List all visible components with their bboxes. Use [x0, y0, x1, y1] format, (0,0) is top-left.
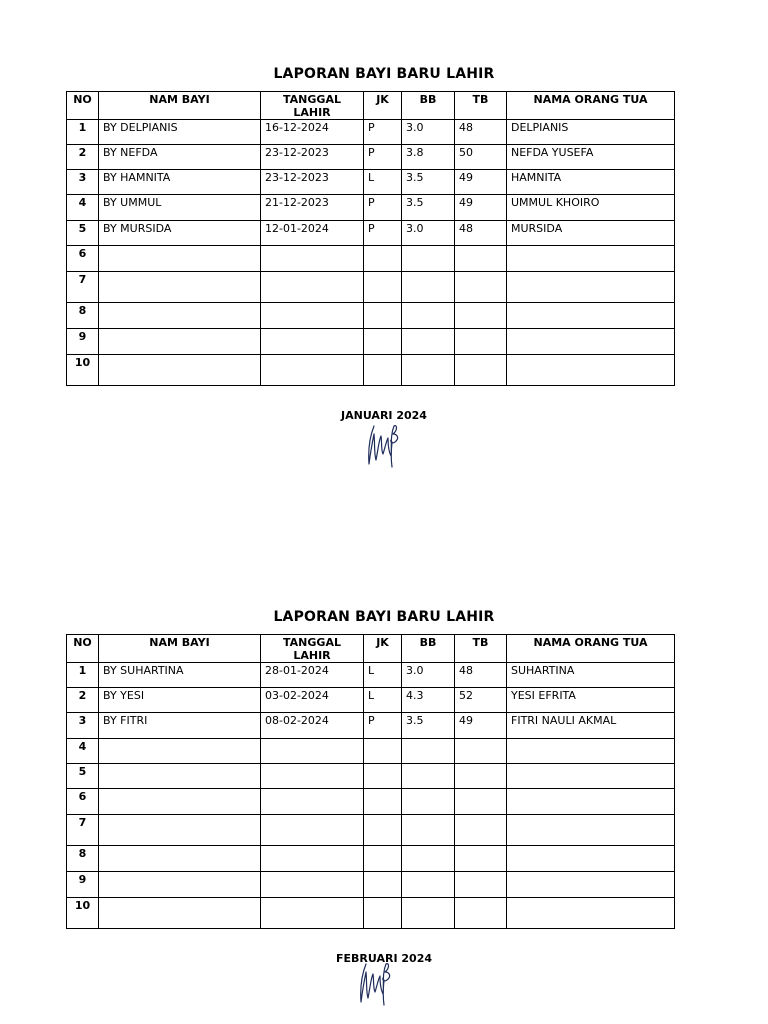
column-header: NAMA ORANG TUA	[507, 635, 675, 663]
row-number: 8	[67, 846, 99, 872]
length-cell	[455, 764, 507, 789]
table-row	[67, 145, 675, 170]
row-number: 1	[67, 120, 99, 145]
birth-date-cell	[261, 789, 364, 815]
length-cell: 48	[455, 120, 507, 145]
table-row	[67, 898, 675, 929]
column-header: NO	[67, 92, 99, 120]
row-number: 1	[67, 663, 99, 688]
parent-name-cell: DELPIANIS	[507, 120, 675, 145]
table-row	[67, 688, 675, 713]
baby-name-cell	[99, 246, 261, 272]
length-cell	[455, 872, 507, 898]
baby-name-cell	[99, 303, 261, 329]
birth-date-cell	[261, 898, 364, 929]
parent-name-cell	[507, 872, 675, 898]
weight-cell: 4.3	[402, 688, 455, 713]
row-number: 4	[67, 195, 99, 221]
weight-cell	[402, 303, 455, 329]
parent-name-cell	[507, 303, 675, 329]
length-cell: 52	[455, 688, 507, 713]
length-cell: 48	[455, 221, 507, 246]
baby-name-cell: BY DELPIANIS	[99, 120, 261, 145]
baby-name-cell: BY FITRI	[99, 713, 261, 739]
birth-date-cell	[261, 272, 364, 303]
row-number: 4	[67, 739, 99, 764]
row-number: 3	[67, 713, 99, 739]
sex-cell	[364, 789, 402, 815]
baby-name-cell: BY HAMNITA	[99, 170, 261, 195]
sex-cell: L	[364, 688, 402, 713]
parent-name-cell	[507, 272, 675, 303]
report-title: LAPORAN BAYI BARU LAHIR	[273, 66, 495, 82]
table-row	[67, 739, 675, 764]
length-cell	[455, 739, 507, 764]
birth-date-cell	[261, 739, 364, 764]
sex-cell	[364, 246, 402, 272]
parent-name-cell: NEFDA YUSEFA	[507, 145, 675, 170]
weight-cell	[402, 815, 455, 846]
column-header: JK	[364, 635, 402, 663]
length-cell	[455, 355, 507, 386]
column-header: NAM BAYI	[99, 635, 261, 663]
parent-name-cell: FITRI NAULI AKMAL	[507, 713, 675, 739]
length-cell	[455, 246, 507, 272]
row-number: 10	[67, 355, 99, 386]
sex-cell: P	[364, 120, 402, 145]
table-header-row	[67, 635, 675, 663]
table-header-row	[67, 92, 675, 120]
baby-name-cell	[99, 329, 261, 355]
baby-name-cell: BY YESI	[99, 688, 261, 713]
length-cell	[455, 898, 507, 929]
baby-name-cell	[99, 739, 261, 764]
baby-name-cell	[99, 789, 261, 815]
row-number: 7	[67, 815, 99, 846]
table-row	[67, 815, 675, 846]
birth-date-cell: 03-02-2024	[261, 688, 364, 713]
birth-date-cell: 23-12-2023	[261, 145, 364, 170]
weight-cell	[402, 789, 455, 815]
parent-name-cell: YESI EFRITA	[507, 688, 675, 713]
table-row	[67, 195, 675, 221]
sex-cell	[364, 815, 402, 846]
column-header: TB	[455, 635, 507, 663]
column-header: TANGGAL LAHIR	[261, 635, 364, 663]
table-row	[67, 713, 675, 739]
birth-date-cell	[261, 815, 364, 846]
parent-name-cell	[507, 246, 675, 272]
table-row	[67, 272, 675, 303]
sex-cell: L	[364, 663, 402, 688]
row-number: 9	[67, 872, 99, 898]
row-number: 10	[67, 898, 99, 929]
table-row	[67, 872, 675, 898]
weight-cell	[402, 246, 455, 272]
report-title: LAPORAN BAYI BARU LAHIR	[273, 609, 495, 625]
birth-date-cell	[261, 355, 364, 386]
length-cell: 49	[455, 195, 507, 221]
table-row	[67, 303, 675, 329]
row-number: 2	[67, 145, 99, 170]
baby-name-cell	[99, 846, 261, 872]
row-number: 2	[67, 688, 99, 713]
baby-name-cell	[99, 815, 261, 846]
table-row	[67, 120, 675, 145]
birth-date-cell: 12-01-2024	[261, 221, 364, 246]
birth-date-cell	[261, 764, 364, 789]
birth-date-cell: 21-12-2023	[261, 195, 364, 221]
weight-cell	[402, 872, 455, 898]
length-cell: 49	[455, 170, 507, 195]
baby-name-cell	[99, 272, 261, 303]
report-month: JANUARI 2024	[341, 409, 427, 422]
parent-name-cell	[507, 329, 675, 355]
report-month: FEBRUARI 2024	[336, 952, 432, 965]
table-row	[67, 329, 675, 355]
length-cell	[455, 303, 507, 329]
length-cell	[455, 329, 507, 355]
row-number: 6	[67, 789, 99, 815]
baby-name-cell: BY UMMUL	[99, 195, 261, 221]
row-number: 7	[67, 272, 99, 303]
baby-name-cell: BY MURSIDA	[99, 221, 261, 246]
weight-cell: 3.0	[402, 221, 455, 246]
parent-name-cell: MURSIDA	[507, 221, 675, 246]
parent-name-cell: HAMNITA	[507, 170, 675, 195]
weight-cell: 3.5	[402, 195, 455, 221]
column-header: TANGGAL LAHIR	[261, 92, 364, 120]
parent-name-cell	[507, 739, 675, 764]
table-row	[67, 663, 675, 688]
sex-cell	[364, 898, 402, 929]
length-cell	[455, 846, 507, 872]
weight-cell	[402, 355, 455, 386]
baby-name-cell	[99, 355, 261, 386]
weight-cell	[402, 764, 455, 789]
length-cell	[455, 272, 507, 303]
sex-cell	[364, 303, 402, 329]
sex-cell	[364, 872, 402, 898]
baby-name-cell	[99, 872, 261, 898]
baby-name-cell	[99, 764, 261, 789]
baby-name-cell: BY SUHARTINA	[99, 663, 261, 688]
sex-cell: P	[364, 221, 402, 246]
table-row	[67, 246, 675, 272]
birth-date-cell	[261, 329, 364, 355]
birth-date-cell	[261, 303, 364, 329]
length-cell: 48	[455, 663, 507, 688]
length-cell: 50	[455, 145, 507, 170]
parent-name-cell	[507, 355, 675, 386]
weight-cell	[402, 329, 455, 355]
weight-cell: 3.8	[402, 145, 455, 170]
length-cell	[455, 789, 507, 815]
table-row	[67, 221, 675, 246]
length-cell: 49	[455, 713, 507, 739]
sex-cell	[364, 329, 402, 355]
weight-cell	[402, 898, 455, 929]
table-row	[67, 355, 675, 386]
baby-name-cell	[99, 898, 261, 929]
birth-report-table	[66, 634, 675, 929]
row-number: 5	[67, 764, 99, 789]
table-row	[67, 846, 675, 872]
parent-name-cell	[507, 846, 675, 872]
parent-name-cell	[507, 815, 675, 846]
row-number: 5	[67, 221, 99, 246]
birth-report-table	[66, 91, 675, 386]
length-cell	[455, 815, 507, 846]
sex-cell	[364, 355, 402, 386]
sex-cell	[364, 764, 402, 789]
birth-date-cell: 23-12-2023	[261, 170, 364, 195]
row-number: 3	[67, 170, 99, 195]
row-number: 6	[67, 246, 99, 272]
table-row	[67, 170, 675, 195]
weight-cell: 3.0	[402, 663, 455, 688]
birth-date-cell: 16-12-2024	[261, 120, 364, 145]
column-header: NAMA ORANG TUA	[507, 92, 675, 120]
sex-cell	[364, 739, 402, 764]
column-header: NAM BAYI	[99, 92, 261, 120]
weight-cell	[402, 739, 455, 764]
signature-image	[352, 958, 398, 1008]
column-header: BB	[402, 635, 455, 663]
row-number: 8	[67, 303, 99, 329]
column-header: NO	[67, 635, 99, 663]
column-header: TB	[455, 92, 507, 120]
birth-date-cell: 28-01-2024	[261, 663, 364, 688]
row-number: 9	[67, 329, 99, 355]
birth-date-cell	[261, 872, 364, 898]
sex-cell: L	[364, 170, 402, 195]
column-header: BB	[402, 92, 455, 120]
sex-cell: P	[364, 145, 402, 170]
table-row	[67, 789, 675, 815]
parent-name-cell: UMMUL KHOIRO	[507, 195, 675, 221]
baby-name-cell: BY NEFDA	[99, 145, 261, 170]
sex-cell: P	[364, 195, 402, 221]
parent-name-cell: SUHARTINA	[507, 663, 675, 688]
sex-cell	[364, 272, 402, 303]
parent-name-cell	[507, 764, 675, 789]
weight-cell: 3.5	[402, 713, 455, 739]
table-row	[67, 764, 675, 789]
sex-cell	[364, 846, 402, 872]
signature-image	[360, 420, 406, 470]
parent-name-cell	[507, 898, 675, 929]
birth-date-cell: 08-02-2024	[261, 713, 364, 739]
column-header: JK	[364, 92, 402, 120]
weight-cell	[402, 272, 455, 303]
weight-cell	[402, 846, 455, 872]
parent-name-cell	[507, 789, 675, 815]
birth-date-cell	[261, 246, 364, 272]
sex-cell: P	[364, 713, 402, 739]
weight-cell: 3.0	[402, 120, 455, 145]
weight-cell: 3.5	[402, 170, 455, 195]
birth-date-cell	[261, 846, 364, 872]
